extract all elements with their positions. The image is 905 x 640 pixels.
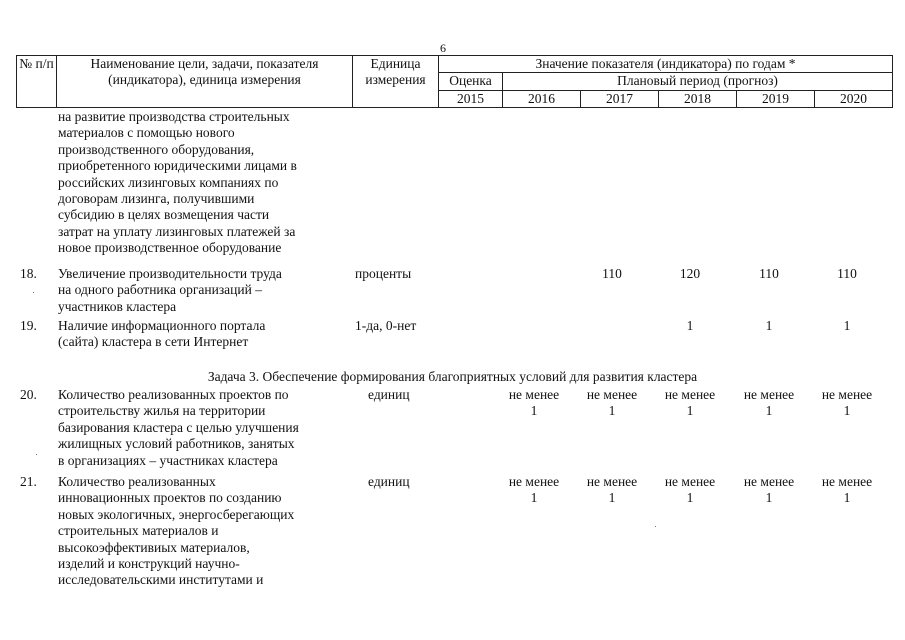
continuation-text: на развитие производства строительных материалов с помощью нового производственного оборудования, приобретенного юридическими лицами в российских лизинговых компаниях по договорам лизинга, получившими субсидию в целях возмещения части затрат на уплату лизинговых платежей за новое производственное оборудование [58, 109, 297, 256]
row-number: 21. [20, 474, 37, 489]
row-unit: 1-да, 0-нет [355, 318, 417, 333]
table-header [16, 55, 893, 108]
row-name: Наличие информационного портала (сайта) кластера в сети Интернет [58, 318, 266, 350]
row-value: не менее 1 [743, 474, 795, 506]
row-value: не менее 1 [664, 474, 716, 506]
row-value: не менее 1 [586, 387, 638, 419]
row-unit: проценты [355, 266, 412, 281]
header-year: 2015 [439, 90, 503, 107]
row-value: 110 [837, 266, 857, 281]
row-value: не менее 1 [508, 474, 560, 506]
row-value: 1 [686, 318, 694, 333]
row-unit: единиц [368, 387, 410, 402]
section-title: Задача 3. Обеспечение формирования благоприятных условий для развития кластера [207, 369, 698, 384]
row-name: Количество реализованных проектов по строительству жилья на территории базирования кластера с целью улучшения жилищных условий работников, занятых в организациях – участниках кластера [58, 387, 299, 468]
page-number: 6 [440, 41, 446, 55]
row-name: Количество реализованных инновационных проектов по созданию новых экологичных, энергосберегающих строительных материалов и высокоэффективиых материалов, изделий и конструкций научно- исследовательскими институтами и [58, 474, 295, 588]
row-value: не менее 1 [743, 387, 795, 419]
row-value: 110 [602, 266, 622, 281]
header-num: № п/п [17, 56, 57, 108]
row-value: не менее 1 [664, 387, 716, 419]
header-year: 2017 [581, 90, 659, 107]
scan-speck [36, 454, 37, 455]
header-plan: Плановый период (прогноз) [503, 73, 893, 90]
row-value: не менее 1 [508, 387, 560, 419]
scan-speck [655, 526, 656, 527]
row-value: не менее 1 [586, 474, 638, 506]
header-year: 2016 [503, 90, 581, 107]
row-number: 19. [20, 318, 37, 333]
row-name: Увеличение производительности труда на одного работника организаций – участников кластера [58, 266, 282, 314]
scan-speck [33, 292, 34, 293]
header-values: Значение показателя (индикатора) по годам * [439, 56, 893, 73]
row-value: не менее 1 [821, 474, 873, 506]
header-year: 2019 [737, 90, 815, 107]
header-year: 2020 [815, 90, 893, 107]
header-year: 2018 [659, 90, 737, 107]
row-value: 1 [843, 318, 851, 333]
header-unit: Единица измерения [353, 56, 439, 108]
row-value: 120 [679, 266, 701, 281]
row-number: 20. [20, 387, 37, 402]
header-estimate: Оценка [439, 73, 503, 90]
row-number: 18. [20, 266, 37, 281]
row-value: 110 [759, 266, 779, 281]
row-unit: единиц [368, 474, 410, 489]
header-name: Наименование цели, задачи, показателя (индикатора), единица измерения [57, 56, 353, 108]
row-value: 1 [765, 318, 773, 333]
row-value: не менее 1 [821, 387, 873, 419]
